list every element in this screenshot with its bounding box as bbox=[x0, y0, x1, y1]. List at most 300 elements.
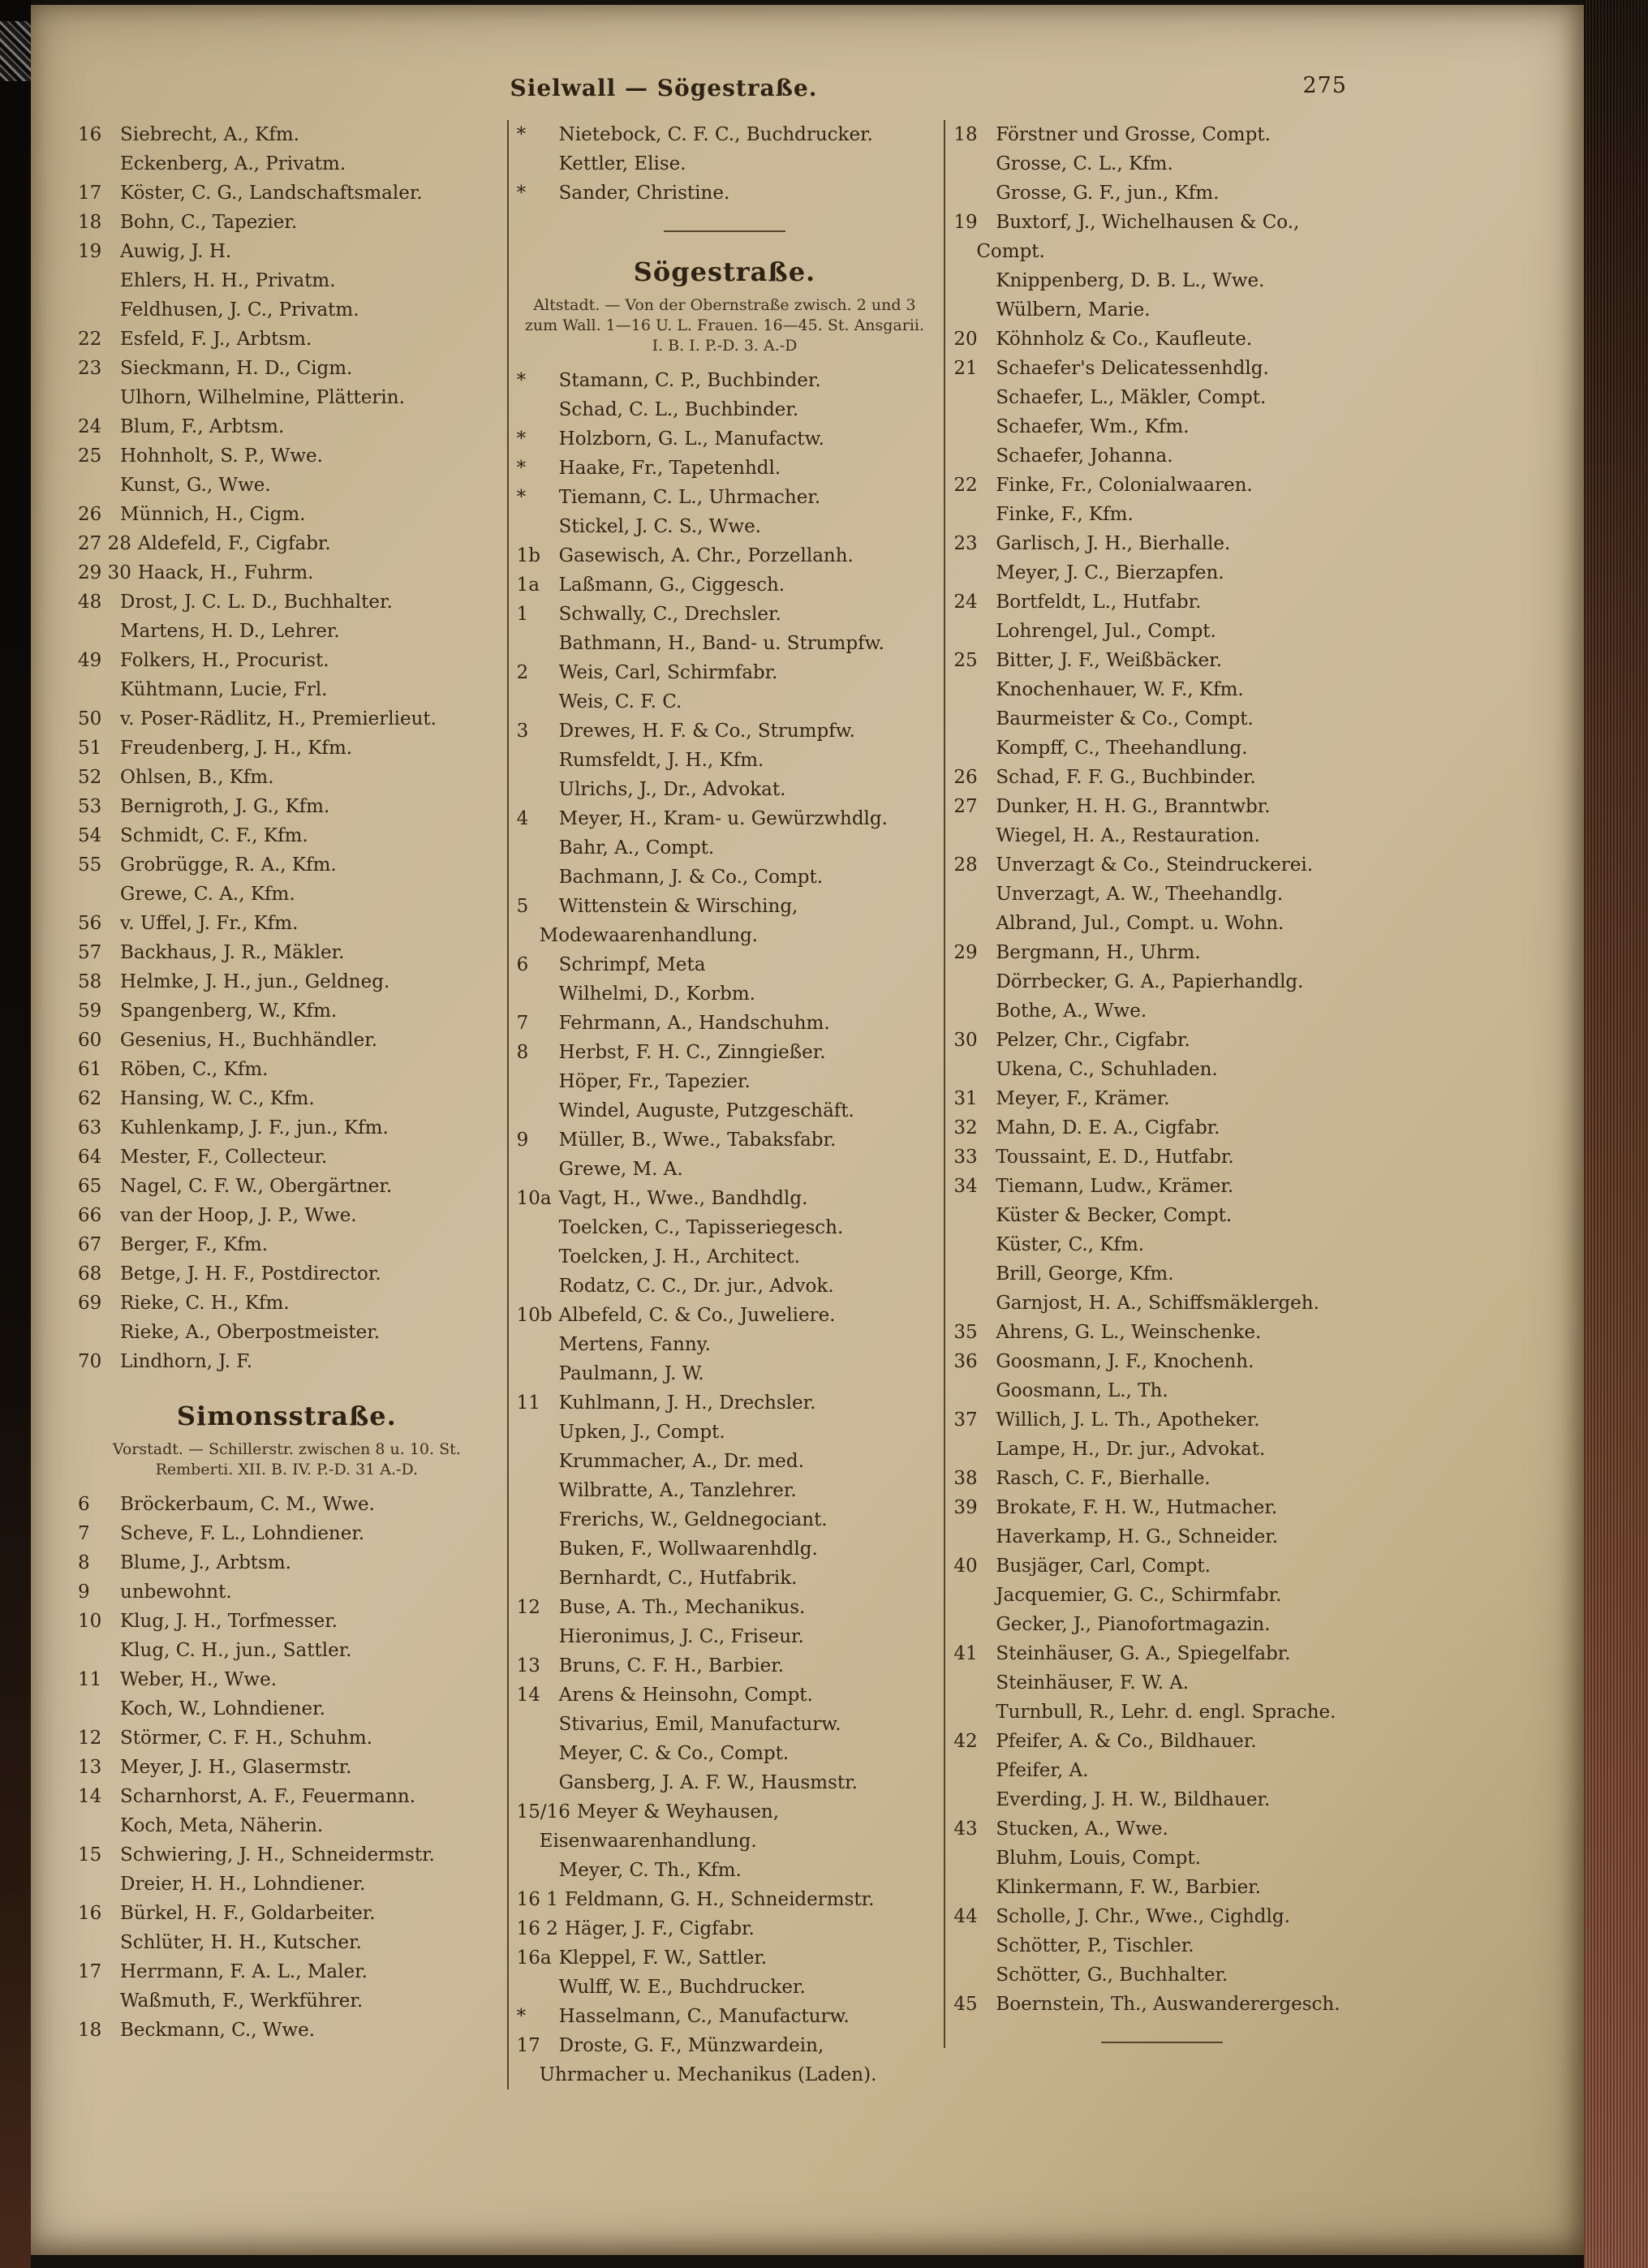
directory-entry bbox=[78, 1753, 496, 1782]
directory-entry bbox=[78, 1957, 496, 1986]
directory-entry bbox=[953, 179, 1370, 208]
directory-entry bbox=[517, 892, 933, 950]
page-paper bbox=[31, 5, 1584, 2255]
house-number: 1a bbox=[516, 575, 540, 596]
resident-text: Droste, G. F., Münzwardein, Uhrmacher u. Mechanikus (Laden). bbox=[539, 2035, 877, 2085]
house-number: 66 bbox=[78, 1205, 102, 1226]
resident-text: Kuhlmann, J. H., Drechsler. bbox=[558, 1392, 816, 1414]
house-number: 58 bbox=[78, 971, 102, 992]
directory-entry bbox=[78, 1490, 496, 1519]
directory-entry bbox=[78, 1986, 496, 2016]
directory-entry bbox=[517, 541, 933, 570]
house-number: 35 bbox=[953, 1322, 978, 1343]
directory-entry bbox=[78, 354, 496, 383]
resident-text: Eckenberg, A., Privatm. bbox=[120, 153, 346, 174]
house-number: 1 bbox=[516, 604, 529, 625]
resident-text: Höper, Fr., Tapezier. bbox=[558, 1071, 751, 1092]
resident-text: Tiemann, C. L., Uhrmacher. bbox=[558, 487, 821, 508]
resident-text: Bürkel, H. F., Goldarbeiter. bbox=[120, 1903, 376, 1924]
house-number: 4 bbox=[516, 808, 529, 829]
house-number: 23 bbox=[953, 533, 978, 554]
directory-entry bbox=[517, 1505, 933, 1534]
resident-text: Stucken, A., Wwe. bbox=[996, 1818, 1168, 1840]
resident-text: Meyer, F., Krämer. bbox=[996, 1088, 1170, 1109]
resident-text: Weis, C. F. C. bbox=[558, 691, 682, 712]
house-number: 15 bbox=[78, 1844, 102, 1866]
resident-text: Wiegel, H. A., Restauration. bbox=[996, 825, 1260, 846]
directory-entry bbox=[78, 938, 496, 967]
resident-text: Bluhm, Louis, Compt. bbox=[996, 1848, 1201, 1869]
house-number: 26 bbox=[953, 767, 978, 788]
house-number: 44 bbox=[953, 1906, 978, 1927]
directory-entry bbox=[953, 1113, 1370, 1143]
resident-text: Unverzagt, A. W., Theehandlg. bbox=[996, 884, 1284, 905]
house-number: 18 bbox=[78, 2020, 102, 2041]
resident-text: Münnich, H., Cigm. bbox=[120, 504, 306, 525]
directory-entry bbox=[517, 1593, 933, 1622]
house-number: 67 bbox=[78, 1234, 102, 1255]
directory-entry bbox=[953, 1639, 1370, 1668]
directory-entry bbox=[517, 1184, 933, 1213]
resident-text: Haack, H., Fuhrm. bbox=[137, 562, 314, 583]
directory-entry bbox=[953, 1055, 1370, 1084]
directory-entry bbox=[78, 675, 496, 704]
house-number: 42 bbox=[953, 1731, 978, 1752]
directory-column-2 bbox=[507, 120, 944, 2089]
directory-entry bbox=[517, 717, 933, 746]
resident-text: Tiemann, Ludw., Krämer. bbox=[996, 1176, 1234, 1197]
resident-text: Haake, Fr., Tapetenhdl. bbox=[558, 458, 781, 479]
house-number: 8 bbox=[516, 1042, 529, 1063]
resident-text: Hieronimus, J. C., Friseur. bbox=[558, 1626, 804, 1647]
directory-entry bbox=[517, 1213, 933, 1242]
house-number: 34 bbox=[953, 1176, 978, 1197]
directory-entry bbox=[953, 1873, 1370, 1902]
house-number: 56 bbox=[78, 913, 102, 934]
resident-text: Weis, Carl, Schirmfabr. bbox=[558, 662, 778, 683]
house-number: 61 bbox=[78, 1059, 102, 1080]
directory-entry bbox=[517, 1476, 933, 1505]
directory-entry bbox=[953, 1201, 1370, 1230]
resident-text: Dörrbecker, G. A., Papierhandlg. bbox=[996, 971, 1304, 992]
directory-entry bbox=[78, 1026, 496, 1055]
resident-text: Ohlsen, B., Kfm. bbox=[120, 767, 274, 788]
resident-text: Weber, H., Wwe. bbox=[120, 1669, 278, 1690]
directory-entry bbox=[78, 295, 496, 325]
directory-entry bbox=[517, 179, 933, 208]
house-number: 20 bbox=[953, 329, 978, 350]
house-number: 37 bbox=[953, 1409, 978, 1431]
house-number: 54 bbox=[78, 825, 102, 846]
house-number: * bbox=[516, 428, 527, 450]
resident-text: Schaefer, Wm., Kfm. bbox=[996, 416, 1190, 437]
directory-entry bbox=[953, 1435, 1370, 1464]
directory-entry bbox=[78, 734, 496, 763]
house-number: 6 bbox=[78, 1494, 90, 1515]
resident-text: van der Hoop, J. P., Wwe. bbox=[120, 1205, 357, 1226]
directory-entry bbox=[517, 1155, 933, 1184]
house-number: 36 bbox=[953, 1351, 978, 1372]
house-number: 62 bbox=[78, 1088, 102, 1109]
house-number: 69 bbox=[78, 1293, 102, 1314]
resident-text: Lindhorn, J. F. bbox=[120, 1351, 252, 1372]
directory-column-3 bbox=[944, 120, 1381, 2048]
directory-entry bbox=[953, 734, 1370, 763]
directory-entry bbox=[78, 1665, 496, 1694]
directory-entry bbox=[517, 2031, 933, 2089]
resident-text: Berger, F., Kfm. bbox=[120, 1234, 269, 1255]
directory-entry bbox=[78, 1928, 496, 1957]
directory-entry bbox=[517, 863, 933, 892]
directory-entry bbox=[78, 412, 496, 441]
resident-text: Bothe, A., Wwe. bbox=[996, 1001, 1147, 1022]
directory-entry bbox=[953, 1464, 1370, 1493]
resident-text: Wilhelmi, D., Korbm. bbox=[558, 983, 755, 1005]
resident-text: Fehrmann, A., Handschuhm. bbox=[558, 1013, 830, 1034]
resident-text: Meyer, J. H., Glasermstr. bbox=[120, 1757, 352, 1778]
directory-entry bbox=[78, 1113, 496, 1143]
directory-entry bbox=[953, 617, 1370, 646]
directory-entry bbox=[517, 1272, 933, 1301]
resident-text: Baurmeister & Co., Compt. bbox=[996, 708, 1254, 729]
directory-entry bbox=[517, 1973, 933, 2002]
directory-entry bbox=[953, 529, 1370, 558]
directory-entry bbox=[517, 1856, 933, 1885]
directory-entry bbox=[953, 1026, 1370, 1055]
directory-entry bbox=[78, 821, 496, 850]
house-number: 27 28 bbox=[78, 533, 131, 554]
directory-entry bbox=[78, 587, 496, 617]
house-number: 45 bbox=[953, 1994, 978, 2015]
directory-entry bbox=[78, 2016, 496, 2045]
resident-text: Lohrengel, Jul., Compt. bbox=[996, 621, 1216, 642]
directory-entry bbox=[953, 1289, 1370, 1318]
street-section-title: Simonsstraße. bbox=[176, 1401, 397, 1431]
resident-text: Klinkermann, F. W., Barbier. bbox=[996, 1877, 1261, 1898]
directory-entry bbox=[953, 1668, 1370, 1698]
resident-text: Goosmann, L., Th. bbox=[996, 1380, 1168, 1401]
resident-text: Ukena, C., Schuhladen. bbox=[996, 1059, 1218, 1080]
house-number: 2 bbox=[516, 662, 529, 683]
directory-entry bbox=[78, 1230, 496, 1259]
resident-text: Paulmann, J. W. bbox=[558, 1363, 704, 1384]
resident-text: Holzborn, G. L., Manufactw. bbox=[558, 428, 824, 450]
directory-entry bbox=[953, 120, 1370, 149]
directory-entry bbox=[517, 1651, 933, 1681]
directory-entry bbox=[78, 1055, 496, 1084]
resident-text: Wilbratte, A., Tanzlehrer. bbox=[558, 1480, 797, 1501]
directory-entry bbox=[517, 1038, 933, 1067]
house-number: 27 bbox=[953, 796, 978, 817]
house-number: 24 bbox=[953, 592, 978, 613]
resident-text: Bitter, J. F., Weißbäcker. bbox=[996, 650, 1222, 671]
house-number: 13 bbox=[516, 1655, 540, 1676]
directory-entry bbox=[517, 979, 933, 1009]
directory-entry bbox=[78, 1143, 496, 1172]
resident-text: Feldmann, G. H., Schneidermstr. bbox=[564, 1889, 875, 1910]
directory-entry bbox=[517, 1418, 933, 1447]
directory-entry bbox=[953, 646, 1370, 675]
directory-entry bbox=[517, 570, 933, 600]
resident-text: Nietebock, C. F. C., Buchdrucker. bbox=[558, 124, 873, 145]
house-number: 26 bbox=[78, 504, 102, 525]
resident-text: Sieckmann, H. D., Cigm. bbox=[120, 358, 353, 379]
resident-text: Mahn, D. E. A., Cigfabr. bbox=[996, 1117, 1220, 1138]
directory-entry bbox=[78, 1318, 496, 1347]
book-cover-left-edge bbox=[0, 0, 31, 2268]
resident-text: Kühtmann, Lucie, Frl. bbox=[120, 679, 328, 700]
directory-entry bbox=[78, 763, 496, 792]
resident-text: Mester, F., Collecteur. bbox=[120, 1147, 328, 1168]
resident-text: Sander, Christine. bbox=[558, 183, 730, 204]
resident-text: Hasselmann, C., Manufacturw. bbox=[558, 2006, 850, 2027]
house-number: 18 bbox=[78, 212, 102, 233]
resident-text: Siebrecht, A., Kfm. bbox=[120, 124, 299, 145]
resident-text: Hansing, W. C., Kfm. bbox=[120, 1088, 315, 1109]
resident-text: Steinhäuser, G. A., Spiegelfabr. bbox=[996, 1643, 1291, 1664]
house-number: 30 bbox=[953, 1030, 978, 1051]
resident-text: Bortfeldt, L., Hutfabr. bbox=[996, 592, 1202, 613]
directory-entry bbox=[953, 1844, 1370, 1873]
house-number: 16 1 bbox=[516, 1889, 558, 1910]
house-number: 33 bbox=[953, 1147, 978, 1168]
directory-entry bbox=[517, 1388, 933, 1418]
house-number: 7 bbox=[516, 1013, 529, 1034]
directory-entry bbox=[517, 1301, 933, 1330]
resident-text: Steinhäuser, F. W. A. bbox=[996, 1672, 1190, 1693]
directory-entry bbox=[953, 1376, 1370, 1405]
directory-entry bbox=[517, 1797, 933, 1856]
house-number: 10b bbox=[516, 1305, 553, 1326]
resident-text: Laßmann, G., Ciggesch. bbox=[558, 575, 785, 596]
resident-text: Buse, A. Th., Mechanikus. bbox=[558, 1597, 806, 1618]
resident-text: Buken, F., Wollwaarenhdlg. bbox=[558, 1539, 818, 1560]
directory-entry bbox=[78, 1172, 496, 1201]
resident-text: Garlisch, J. H., Bierhalle. bbox=[996, 533, 1231, 554]
house-number: 65 bbox=[78, 1176, 102, 1197]
resident-text: Schlüter, H. H., Kutscher. bbox=[120, 1932, 362, 1953]
house-number: 18 bbox=[953, 124, 978, 145]
resident-text: Folkers, H., Procurist. bbox=[120, 650, 329, 671]
section-divider-rule bbox=[664, 230, 785, 232]
directory-entry bbox=[517, 1125, 933, 1155]
house-number: 43 bbox=[953, 1818, 978, 1840]
resident-text: Toelcken, C., Tapisseriegesch. bbox=[558, 1217, 844, 1238]
directory-entry bbox=[78, 996, 496, 1026]
directory-entry bbox=[78, 704, 496, 734]
house-number: * bbox=[516, 2006, 527, 2027]
resident-text: Häger, J. F., Cigfabr. bbox=[564, 1918, 755, 1939]
directory-entry bbox=[517, 1710, 933, 1739]
resident-text: Schrimpf, Meta bbox=[558, 954, 706, 975]
resident-text: Jacquemier, G. C., Schirmfabr. bbox=[996, 1585, 1282, 1606]
resident-text: Rodatz, C. C., Dr. jur., Advok. bbox=[558, 1276, 834, 1297]
resident-text: Schaefer, Johanna. bbox=[996, 445, 1173, 467]
directory-entry bbox=[953, 1931, 1370, 1960]
resident-text: Buxtorf, J., Wichelhausen & Co., Compt. bbox=[976, 212, 1300, 262]
directory-entry bbox=[517, 149, 933, 179]
directory-entry bbox=[78, 1899, 496, 1928]
directory-entry bbox=[517, 120, 933, 149]
directory-entry bbox=[953, 1405, 1370, 1435]
resident-text: Wittenstein & Wirsching, Modewaarenhandlung. bbox=[539, 896, 798, 946]
house-number: * bbox=[516, 487, 527, 508]
directory-entry bbox=[953, 295, 1370, 325]
resident-text: Rieke, A., Oberpostmeister. bbox=[120, 1322, 381, 1343]
house-number: 9 bbox=[516, 1130, 529, 1151]
house-number: 15/16 bbox=[516, 1801, 570, 1823]
resident-text: Stamann, C. P., Buchbinder. bbox=[558, 370, 821, 391]
directory-entry bbox=[517, 1943, 933, 1973]
directory-columns bbox=[70, 120, 1381, 2089]
resident-text: Klug, C. H., jun., Sattler. bbox=[120, 1640, 352, 1661]
directory-entry bbox=[953, 587, 1370, 617]
resident-text: Ahrens, G. L., Weinschenke. bbox=[996, 1322, 1262, 1343]
resident-text: Herbst, F. H. C., Zinngießer. bbox=[558, 1042, 826, 1063]
directory-entry bbox=[78, 1724, 496, 1753]
house-number: 5 bbox=[516, 896, 529, 917]
directory-entry bbox=[517, 1768, 933, 1797]
directory-entry bbox=[517, 366, 933, 395]
resident-text: Betge, J. H. F., Postdirector. bbox=[120, 1263, 381, 1285]
directory-column-1 bbox=[70, 120, 507, 2045]
resident-text: Stickel, J. C. S., Wwe. bbox=[558, 516, 761, 537]
house-number: 10 bbox=[78, 1611, 102, 1632]
directory-entry bbox=[953, 1259, 1370, 1289]
resident-text: Albrand, Jul., Compt. u. Wohn. bbox=[996, 913, 1284, 934]
resident-text: Ulrichs, J., Dr., Advokat. bbox=[558, 779, 786, 800]
house-number: 22 bbox=[78, 329, 102, 350]
directory-entry bbox=[953, 996, 1370, 1026]
house-number: 25 bbox=[78, 445, 102, 467]
resident-text: Auwig, J. H. bbox=[120, 241, 232, 262]
resident-text: Köhnholz & Co., Kaufleute. bbox=[996, 329, 1253, 350]
house-number: 25 bbox=[953, 650, 978, 671]
resident-text: Helmke, J. H., jun., Geldneg. bbox=[120, 971, 390, 992]
house-number: 29 30 bbox=[78, 562, 131, 583]
resident-text: Bröckerbaum, C. M., Wwe. bbox=[120, 1494, 375, 1515]
resident-text: Albefeld, C. & Co., Juweliere. bbox=[558, 1305, 836, 1326]
directory-entry bbox=[953, 1493, 1370, 1522]
street-section-note: Vorstadt. — Schillerstr. zwischen 8 u. 10. St. Remberti. XII. B. IV. P.-D. 31 A.-D. bbox=[112, 1440, 461, 1478]
resident-text: Scholle, J. Chr., Wwe., Cighdlg. bbox=[996, 1906, 1290, 1927]
directory-entry bbox=[78, 1347, 496, 1376]
directory-entry bbox=[953, 938, 1370, 967]
directory-entry bbox=[953, 1143, 1370, 1172]
resident-text: Backhaus, J. R., Mäkler. bbox=[120, 942, 345, 963]
page-header-row bbox=[31, 5, 1584, 109]
directory-entry bbox=[953, 1727, 1370, 1756]
house-number: 63 bbox=[78, 1117, 102, 1138]
directory-entry bbox=[78, 1084, 496, 1113]
resident-text: Brokate, F. H. W., Hutmacher. bbox=[996, 1497, 1278, 1518]
resident-text: Rieke, C. H., Kfm. bbox=[120, 1293, 290, 1314]
directory-entry bbox=[953, 1318, 1370, 1347]
resident-text: Upken, J., Compt. bbox=[558, 1422, 725, 1443]
house-number: 51 bbox=[78, 738, 102, 759]
directory-entry bbox=[953, 1698, 1370, 1727]
directory-entry bbox=[517, 424, 933, 454]
resident-text: Dreier, H. H., Lohndiener. bbox=[120, 1874, 366, 1895]
resident-text: Toelcken, J. H., Architect. bbox=[558, 1246, 800, 1267]
directory-entry bbox=[953, 704, 1370, 734]
resident-text: Everding, J. H. W., Bildhauer. bbox=[996, 1789, 1271, 1810]
house-number: 11 bbox=[516, 1392, 540, 1414]
directory-entry bbox=[517, 512, 933, 541]
house-number: 48 bbox=[78, 592, 102, 613]
resident-text: Arens & Heinsohn, Compt. bbox=[558, 1685, 813, 1706]
house-number: 60 bbox=[78, 1030, 102, 1051]
directory-entry bbox=[78, 1870, 496, 1899]
directory-entry bbox=[78, 1840, 496, 1870]
directory-entry bbox=[78, 850, 496, 880]
resident-text: Unverzagt & Co., Steindruckerei. bbox=[996, 854, 1314, 876]
house-number: 14 bbox=[516, 1685, 540, 1706]
directory-entry bbox=[517, 1534, 933, 1564]
directory-entry bbox=[78, 179, 496, 208]
directory-entry bbox=[78, 558, 496, 587]
resident-text: v. Poser-Rädlitz, H., Premierlieut. bbox=[120, 708, 437, 729]
resident-text: Garnjost, H. A., Schiffsmäklergeh. bbox=[996, 1293, 1319, 1314]
directory-entry bbox=[78, 1519, 496, 1548]
resident-text: Dunker, H. H. G., Branntwbr. bbox=[996, 796, 1271, 817]
directory-entry bbox=[78, 1782, 496, 1811]
resident-text: Bathmann, H., Band- u. Strumpfw. bbox=[558, 633, 884, 654]
resident-text: unbewohnt. bbox=[120, 1582, 232, 1603]
directory-entry bbox=[517, 687, 933, 717]
resident-text: v. Uffel, J. Fr., Kfm. bbox=[120, 913, 299, 934]
book-page-block-right-edge bbox=[1584, 0, 1648, 2268]
directory-entry bbox=[953, 1990, 1370, 2019]
house-number: 52 bbox=[78, 767, 102, 788]
resident-text: Meyer & Weyhausen, Eisenwaarenhandlung. bbox=[539, 1801, 780, 1852]
directory-entry bbox=[78, 325, 496, 354]
resident-text: Wülbern, Marie. bbox=[996, 299, 1151, 321]
house-number: 53 bbox=[78, 796, 102, 817]
resident-text: Köster, C. G., Landschaftsmaler. bbox=[120, 183, 423, 204]
directory-entry bbox=[517, 1330, 933, 1359]
resident-text: Schad, C. L., Buchbinder. bbox=[558, 399, 799, 420]
directory-entry bbox=[517, 1096, 933, 1125]
resident-text: Störmer, C. F. H., Schuhm. bbox=[120, 1728, 372, 1749]
house-number: 16 bbox=[78, 124, 102, 145]
directory-entry bbox=[953, 850, 1370, 880]
house-number: 64 bbox=[78, 1147, 102, 1168]
resident-text: Feldhusen, J. C., Privatm. bbox=[120, 299, 359, 321]
resident-text: Bahr, A., Compt. bbox=[558, 837, 715, 859]
house-number: 1b bbox=[516, 545, 541, 566]
resident-text: Schötter, P., Tischler. bbox=[996, 1935, 1194, 1956]
resident-text: Meyer, C. & Co., Compt. bbox=[558, 1743, 790, 1764]
resident-text: Koch, W., Lohndiener. bbox=[120, 1698, 325, 1719]
directory-entry bbox=[517, 395, 933, 424]
directory-entry bbox=[953, 792, 1370, 821]
directory-entry bbox=[78, 266, 496, 295]
house-number: 32 bbox=[953, 1117, 978, 1138]
resident-text: Martens, H. D., Lehrer. bbox=[120, 621, 340, 642]
directory-entry bbox=[78, 120, 496, 149]
resident-text: Stivarius, Emil, Manufacturw. bbox=[558, 1714, 841, 1735]
resident-text: Willich, J. L. Th., Apotheker. bbox=[996, 1409, 1260, 1431]
resident-text: Küster & Becker, Compt. bbox=[996, 1205, 1233, 1226]
house-number: * bbox=[516, 124, 527, 145]
directory-entry bbox=[953, 266, 1370, 295]
house-number: 3 bbox=[516, 721, 529, 742]
directory-entry bbox=[953, 1960, 1370, 1990]
directory-entry bbox=[517, 1681, 933, 1710]
house-number: 40 bbox=[953, 1556, 978, 1577]
directory-entry bbox=[517, 600, 933, 629]
